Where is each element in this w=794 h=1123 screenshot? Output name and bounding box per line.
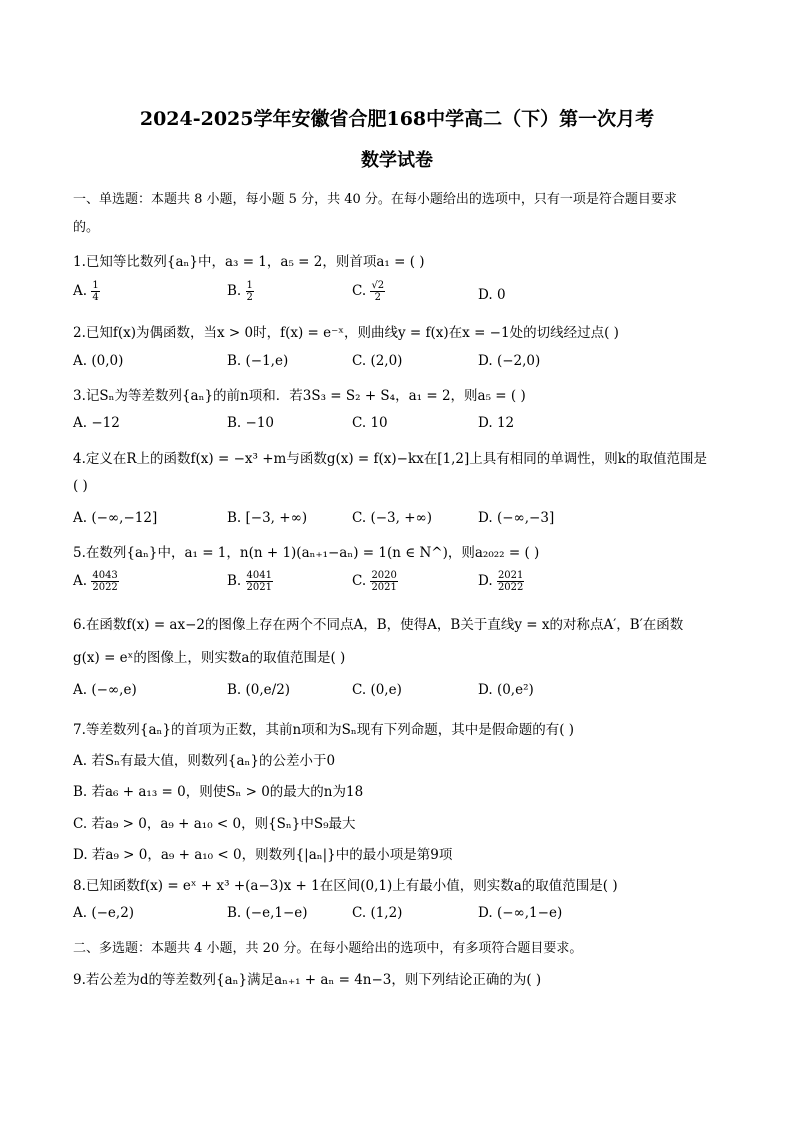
option-text: (0,e²) [496, 682, 534, 698]
question-8-option-d [478, 905, 562, 921]
question-6-option-c [352, 682, 402, 698]
option-label: C. [352, 682, 367, 698]
question-7-option-c: C. 若a₉ > 0，a₉ + a₁₀ < 0，则{Sₙ}中S₉最大 [73, 816, 356, 832]
section2-heading: 二、多选题：本题共 4 小题，共 20 分。在每小题给出的选项中，有多项符合题目要求。 [73, 941, 583, 956]
option-label: C. [352, 415, 367, 431]
option-label: B. [227, 682, 242, 698]
option-text: (0,0) [91, 353, 124, 369]
option-text: 12 [496, 415, 515, 431]
option-label: A. [73, 353, 88, 369]
option-text: (−∞,−12] [91, 510, 158, 526]
question-5-option-b [227, 570, 273, 593]
question-4-option-d [478, 510, 554, 526]
fraction-denominator: 2021 [371, 582, 397, 593]
option-text: 0 [496, 287, 506, 303]
option-text: [−3, +∞) [245, 510, 308, 526]
fraction-numerator: 1 [92, 280, 99, 291]
option-text: (−e,1−e) [245, 905, 308, 921]
question-3-stem: 3.记Sₙ为等差数列{aₙ}的前n项和．若3S₃ = S₂ + S₄，a₁ = 2，则a₅ = ( ) [73, 388, 526, 404]
option-label: C. [352, 905, 367, 921]
option-label: C. [352, 283, 367, 299]
question-7-option-d: D. 若a₉ > 0，a₉ + a₁₀ < 0，则数列{|aₙ|}中的最小项是第9项 [73, 847, 453, 863]
question-6-stem: 6.在函数f(x) = ax−2的图像上存在两个不同点A，B，使得A，B关于直线y = x的对称点A′，B′在函数 [73, 617, 684, 633]
question-2-option-a [73, 353, 123, 369]
fraction-numerator: 2021 [497, 570, 524, 581]
question-2-option-d [478, 353, 540, 369]
option-text: (−∞,−3] [496, 510, 555, 526]
fraction-denominator: 4 [92, 292, 99, 303]
option-label: C. [352, 510, 367, 526]
fraction [497, 570, 524, 593]
option-label: B. [227, 573, 242, 589]
option-label: D. [478, 682, 493, 698]
question-5-option-a [73, 570, 119, 593]
question-1-option-c [352, 280, 385, 303]
option-label: D. [478, 573, 493, 589]
question-3-option-a [73, 415, 120, 431]
fraction-numerator: √2 [371, 280, 385, 291]
option-label: A. [73, 682, 88, 698]
option-label: D. [478, 415, 493, 431]
question-6-stem-cont: g(x) = eˣ的图像上，则实数a的取值范围是( ) [73, 650, 346, 666]
option-label: D. [478, 353, 493, 369]
fraction [370, 570, 397, 593]
question-3-option-d [478, 415, 514, 431]
fraction-numerator: 4041 [246, 570, 272, 581]
question-8-option-c [352, 905, 402, 921]
option-label: B. [227, 415, 242, 431]
fraction [370, 280, 385, 303]
fraction [91, 570, 118, 593]
option-label: B. [227, 510, 242, 526]
question-7-stem: 7.等差数列{aₙ}的首项为正数，其前n项和为Sₙ现有下列命题，其中是假命题的有( ) [73, 722, 575, 738]
exam-title: 2024-2025学年安徽省合肥168中学高二（下）第一次月考 [139, 108, 655, 130]
option-label: D. [478, 510, 493, 526]
question-5-stem: 5.在数列{aₙ}中，a₁ = 1，n(n + 1)(aₙ₊₁−aₙ) = 1(n ∈ N^)，则a₂₀₂₂ = ( ) [73, 545, 540, 561]
question-1-option-b [227, 280, 254, 303]
question-7-option-a: A. 若Sₙ有最大值，则数列{aₙ}的公差小于0 [73, 753, 336, 769]
question-9-stem: 9.若公差为d的等差数列{aₙ}满足aₙ₊₁ + aₙ = 4n−3，则下列结论正确的为( ) [73, 972, 542, 988]
question-5-option-c [352, 570, 398, 593]
question-4-stem-cont: ( ) [73, 478, 88, 494]
fraction-denominator: 2022 [92, 582, 118, 593]
option-label: A. [73, 573, 88, 589]
option-text: (−3, +∞) [370, 510, 433, 526]
question-8-stem: 8.已知函数f(x) = eˣ + x³ +(a−3)x + 1在区间(0,1)上有最小值，则实数a的取值范围是( ) [73, 878, 618, 894]
option-text: (−2,0) [496, 353, 541, 369]
fraction [246, 570, 273, 593]
option-label: A. [73, 905, 88, 921]
question-4-stem: 4.定义在R上的函数f(x) = −x³ +m与函数g(x) = f(x)−kx在[1,2]上具有相同的单调性，则k的取值范围是 [73, 451, 707, 467]
exam-subtitle: 数学试卷 [361, 150, 433, 171]
fraction [246, 280, 254, 303]
option-label: A. [73, 510, 88, 526]
option-label: B. [227, 283, 242, 299]
fraction-denominator: 2 [246, 292, 253, 303]
option-text: −12 [91, 415, 120, 431]
question-4-option-c [352, 510, 432, 526]
question-4-option-b [227, 510, 307, 526]
question-6-option-d [478, 682, 534, 698]
fraction-numerator: 1 [246, 280, 253, 291]
question-8-option-a [73, 905, 134, 921]
option-label: A. [73, 415, 88, 431]
question-1-stem: 1.已知等比数列{aₙ}中，a₃ = 1，a₅ = 2，则首项a₁ = ( ) [73, 254, 425, 270]
fraction-denominator: 2 [374, 292, 381, 303]
section1-heading-line2: 的。 [73, 220, 100, 235]
option-text: (2,0) [370, 353, 403, 369]
question-6-option-b [227, 682, 290, 698]
fraction-numerator: 4043 [92, 570, 118, 581]
option-label: D. [478, 287, 493, 303]
fraction-numerator: 2020 [371, 570, 397, 581]
question-2-stem: 2.已知f(x)为偶函数，当x > 0时，f(x) = e⁻ˣ，则曲线y = f(x)在x = −1处的切线经过点( ) [73, 325, 619, 341]
option-label: D. [478, 905, 493, 921]
option-label: C. [352, 353, 367, 369]
fraction [91, 280, 99, 303]
option-text: 10 [370, 415, 388, 431]
fraction-denominator: 2022 [497, 582, 524, 593]
option-text: (−∞,e) [91, 682, 137, 698]
option-text: (−1,e) [245, 353, 289, 369]
question-6-option-a [73, 682, 137, 698]
option-label: C. [352, 573, 367, 589]
question-2-option-b [227, 353, 288, 369]
option-label: A. [73, 283, 88, 299]
question-5-option-d [478, 570, 524, 593]
question-7-option-b: B. 若a₆ + a₁₃ = 0，则使Sₙ > 0的最大的n为18 [73, 784, 364, 800]
section1-heading-line1: 一、单选题：本题共 8 小题，每小题 5 分，共 40 分。在每小题给出的选项中，只有一项是符合题目要求 [73, 192, 677, 207]
question-3-option-b [227, 415, 274, 431]
option-label: B. [227, 353, 242, 369]
option-text: (0,e/2) [245, 682, 291, 698]
question-1-option-a [73, 280, 100, 303]
option-text: (−e,2) [91, 905, 135, 921]
option-text: −10 [245, 415, 275, 431]
question-1-option-d [478, 287, 506, 303]
option-text: (−∞,1−e) [496, 905, 563, 921]
option-label: B. [227, 905, 242, 921]
question-8-option-b [227, 905, 308, 921]
question-3-option-c [352, 415, 388, 431]
option-text: (1,2) [370, 905, 403, 921]
question-4-option-a [73, 510, 157, 526]
fraction-denominator: 2021 [246, 582, 272, 593]
option-text: (0,e) [370, 682, 402, 698]
question-2-option-c [352, 353, 402, 369]
